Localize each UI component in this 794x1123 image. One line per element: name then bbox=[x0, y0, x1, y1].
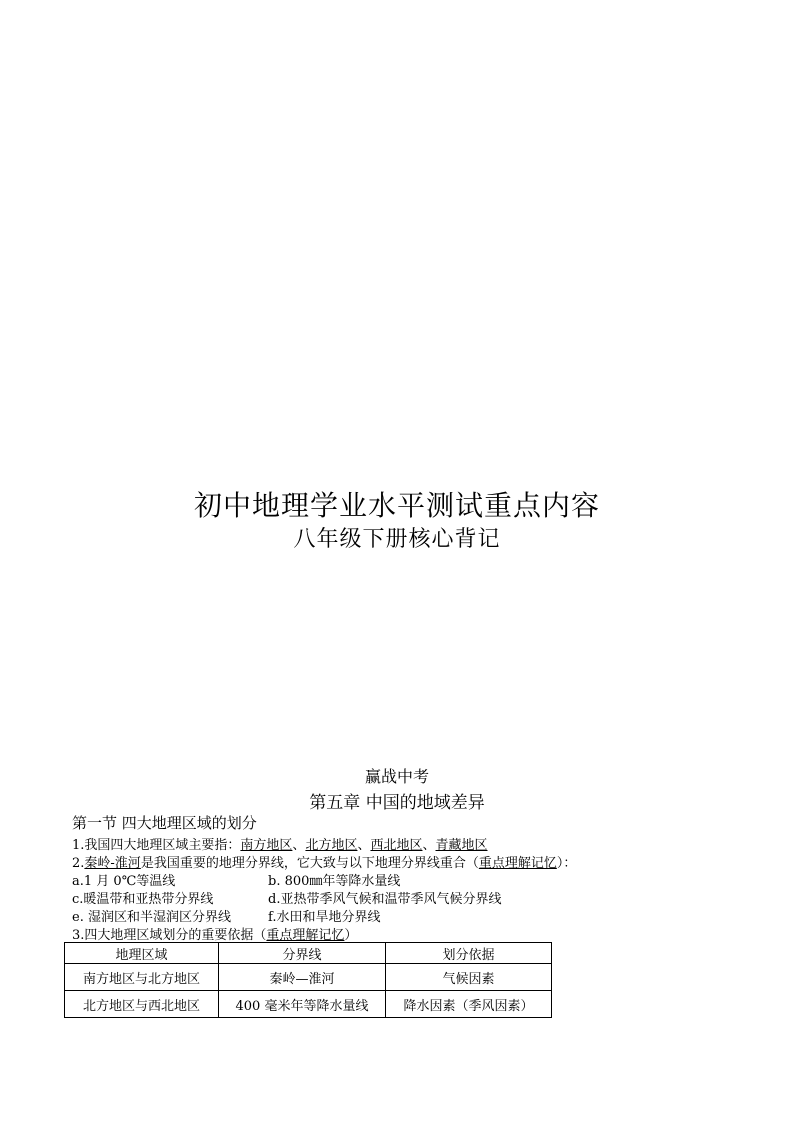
option-c: c.暖温带和亚热带分界线 bbox=[72, 892, 214, 907]
table-cell: 降水因素（季风因素） bbox=[386, 991, 552, 1018]
item-2-num: 2. bbox=[72, 856, 85, 871]
item-1 bbox=[72, 834, 488, 853]
item-3-end: ） bbox=[344, 928, 358, 943]
option-a: a.1 月 0℃等温线 bbox=[72, 874, 176, 889]
item-2 bbox=[72, 852, 576, 871]
table-header-row bbox=[65, 943, 552, 964]
option-e: e. 湿润区和半湿润区分界线 bbox=[72, 910, 231, 925]
cover-title: 初中地理学业水平测试重点内容 bbox=[193, 489, 600, 522]
key-note: 重点理解记忆 bbox=[478, 856, 557, 871]
table-cell: 400 毫米年等降水量线 bbox=[219, 991, 386, 1018]
separator: 、 bbox=[422, 838, 436, 853]
table-header: 分界线 bbox=[219, 943, 386, 964]
item-2-text: 是我国重要的地理分界线，它大致与以下地理分界线重合（ bbox=[140, 856, 479, 871]
section-heading: 第一节 四大地理区域的划分 bbox=[72, 814, 257, 832]
chapter-heading: 第五章 中国的地域差异 bbox=[309, 793, 485, 813]
qinling-huaihe: 秦岭-淮河 bbox=[84, 856, 141, 871]
table-cell: 秦岭—淮河 bbox=[219, 964, 386, 991]
separator: 、 bbox=[292, 838, 306, 853]
table-cell: 气候因素 bbox=[386, 964, 552, 991]
option-d: d.亚热带季风气候和温带季风气候分界线 bbox=[268, 892, 502, 907]
table-header: 地理区域 bbox=[65, 943, 219, 964]
option-f: f.水田和旱地分界线 bbox=[268, 910, 381, 925]
table-cell: 北方地区与西北地区 bbox=[65, 991, 219, 1018]
table-row bbox=[65, 991, 552, 1018]
cover-subtitle: 八年级下册核心背记 bbox=[293, 527, 501, 552]
region-south: 南方地区 bbox=[240, 838, 293, 853]
slogan: 赢战中考 bbox=[364, 767, 429, 786]
item-3-text: 3.四大地理区域划分的重要依据（ bbox=[72, 928, 267, 943]
option-b: b. 800㎜年等降水量线 bbox=[268, 874, 401, 889]
region-qinghai-tibet: 青藏地区 bbox=[435, 838, 488, 853]
region-northwest: 西北地区 bbox=[370, 838, 423, 853]
item-2-end: ）： bbox=[556, 856, 577, 871]
table-row bbox=[65, 964, 552, 991]
separator: 、 bbox=[357, 838, 371, 853]
table-header: 划分依据 bbox=[386, 943, 552, 964]
item-3 bbox=[72, 924, 357, 943]
table-cell: 南方地区与北方地区 bbox=[65, 964, 219, 991]
division-table bbox=[64, 942, 552, 1018]
key-note: 重点理解记忆 bbox=[266, 928, 345, 943]
region-north: 北方地区 bbox=[305, 838, 358, 853]
item-1-prefix: 1.我国四大地理区域主要指： bbox=[72, 838, 241, 853]
